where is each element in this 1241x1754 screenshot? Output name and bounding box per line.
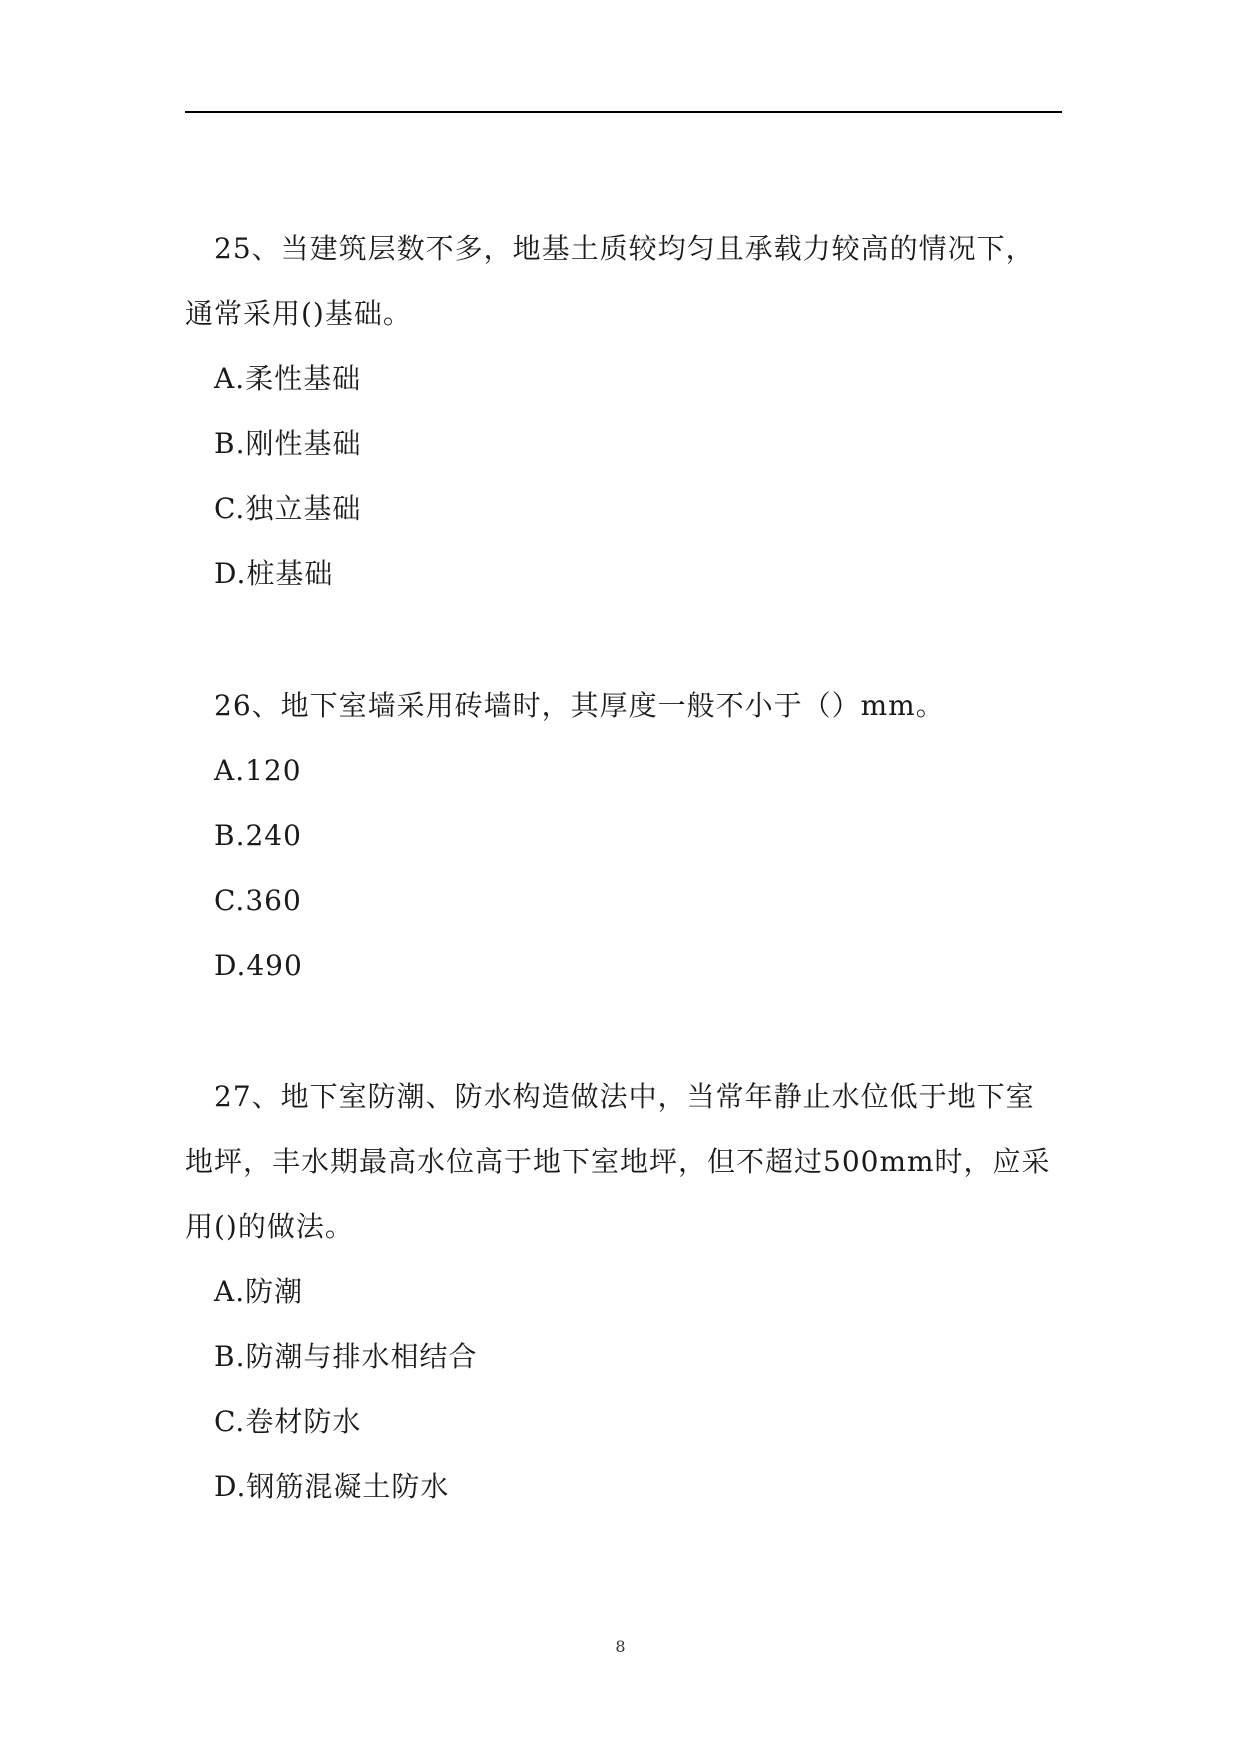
- option-d: D.桩基础: [214, 557, 334, 590]
- header-rule: [185, 111, 1062, 113]
- option-a: A.防潮: [214, 1275, 304, 1308]
- question-27: [185, 1064, 1062, 1519]
- option-b: B.防潮与排水相结合: [214, 1340, 478, 1373]
- question-stem: 27、地下室防潮、防水构造做法中，当常年静止水位低于地下室地坪，丰水期最高水位高于地下室地坪，但不超过500mm时，应采用()的做法。: [185, 1080, 1051, 1243]
- option-c: C.360: [214, 884, 302, 917]
- option-b: B.刚性基础: [214, 427, 362, 460]
- option-a: A.柔性基础: [214, 362, 362, 395]
- option-c: C.独立基础: [214, 492, 362, 525]
- page-number: 8: [615, 1637, 626, 1656]
- question-stem: 25、当建筑层数不多，地基土质较均匀且承载力较高的情况下，通常采用()基础。: [185, 232, 1035, 330]
- question-26: [185, 673, 1062, 998]
- option-a: A.120: [214, 754, 302, 787]
- option-c: C.卷材防水: [214, 1405, 362, 1438]
- option-d: D.490: [214, 949, 303, 982]
- option-d: D.钢筋混凝土防水: [214, 1470, 450, 1503]
- option-b: B.240: [214, 819, 302, 852]
- question-25: [185, 216, 1062, 606]
- question-stem: 26、地下室墙采用砖墙时，其厚度一般不小于（）mm。: [214, 689, 945, 722]
